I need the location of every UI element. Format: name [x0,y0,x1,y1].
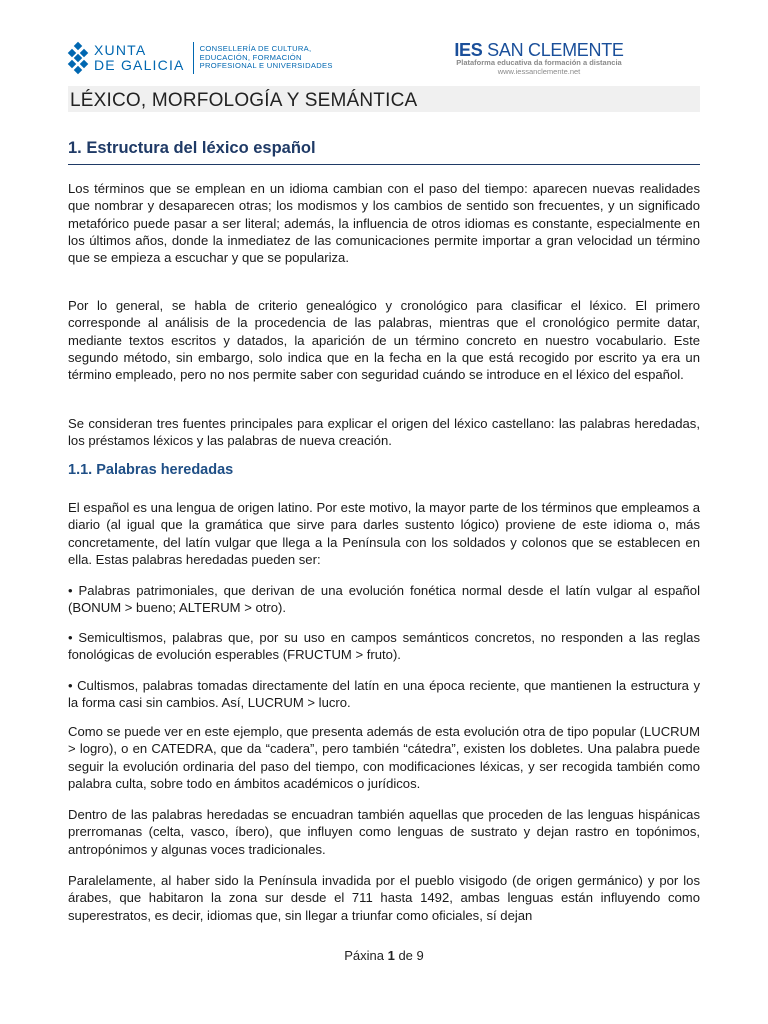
paragraph: El español es una lengua de origen latino. Por este motivo, la mayor parte de los términos que empleamos a diario (al igual que la gramática que sirve para darles sustento lógico) proviene de este idioma o, más concretamente, del latín vulgar que llega a la Península con los soldados y colonos que se establecen en ella. Estas palabras heredadas pueden ser: [68,500,700,567]
paragraph: Los términos que se emplean en un idioma cambian con el paso del tiempo: aparecen nuevas realidades que nombrar y desaparecen otras; los modismos y los cambios de sentido son frecuentes, y un significado metafórico puede pasar a ser literal; además, la influencia de otros idiomas es constante, especialmente en los últimos años, donde la inmediatez de las comunicaciones permite importar a gran velocidad un término que se empieza a escuchar y que se populariza. [68,181,700,266]
paragraph: Paralelamente, al haber sido la Península invadida por el pueblo visigodo (de origen germánico) y por los árabes, que habitaron la zona sur desde el 711 hasta 1492, ambas lenguas están influyendo como superestratos, es decir, idiomas que, sin llegar a triunfar como oficiales, sí dejan [68,873,700,923]
paragraph: Dentro de las palabras heredadas se encuadran también aquellas que proceden de las lenguas hispánicas prerromanas (celta, vasco, íbero), que influyen como lenguas de sustrato y dejan rastro en topónimos, antropónimos y algunas voces tradicionales. [68,807,700,857]
page-footer: Páxina 1 de 9 [344,948,424,963]
page-header [68,40,700,78]
list-item: • Cultismos, palabras tomadas directamente del latín en una época reciente, que mantienen la estructura y la forma casi sin cambios. Así, LUCRUM > lucro. [68,678,700,711]
list-item: • Palabras patrimoniales, que derivan de una evolución fonética normal desde el latín vulgar al español (BONUM > bueno; ALTERUM > otro). [68,583,700,616]
xunta-logo [68,40,333,76]
list-item: • Semicultismos, palabras que, por su uso en campos semánticos concretos, no responden a las reglas fonológicas de evolución esperables (FRUCTUM > fruto). [68,630,700,663]
section-heading-rule [68,164,700,165]
document-title-bar [68,86,700,112]
current-page-number: 1 [387,948,395,963]
xunta-wordmark: XUNTA DE GALICIA [94,42,185,73]
logo-divider [193,42,194,74]
paragraph: Por lo general, se habla de criterio genealógico y cronológico para clasificar el léxico. El primero corresponde al análisis de la procedencia de las palabras, mientras que el cronológico permite datar, mediante textos escritos y datados, la aparición de un término concreto en nuestro vocabulario. Este segundo método, sin embargo, solo indica que en la fecha en la que está recogido por escrito ya era un término empleado, pero no nos permite saber con seguridad cuándo se introduce en el léxico del español. [68,298,700,383]
paragraph: Se consideran tres fuentes principales para explicar el origen del léxico castellano: las palabras heredadas, los préstamos léxicos y las palabras de nueva creación. [68,416,700,449]
school-logo [434,40,644,77]
school-tagline: Plataforma educativa da formación a distancia [456,58,622,67]
xunta-emblem-icon [68,42,88,74]
document-title: LÉXICO, MORFOLOGÍA Y SEMÁNTICA [70,90,418,111]
school-name: IES SAN CLEMENTE [454,40,624,60]
conselleria-label: CONSELLERÍA DE CULTURA, EDUCACIÓN, FORMACIÓN PROFESIONAL E UNIVERSIDADES [199,44,333,71]
section-heading: 1. Estructura del léxico español [68,139,316,157]
subsection-heading: 1.1. Palabras heredadas [68,462,234,478]
paragraph: Como se puede ver en este ejemplo, que presenta además de esta evolución otra de tipo popular (LUCRUM > logro), o en CATEDRA, que da “cadera”, pero también “cátedra”, existen los dobletes. Una palabra puede seguir la evolución ordinaria del paso del tiempo, con modificaciones léxicas, y ser recogida también como palabra culta, sobre todo en ámbitos académicos o jurídicos. [68,724,700,791]
school-url: www.iessanclemente.net [497,67,581,76]
